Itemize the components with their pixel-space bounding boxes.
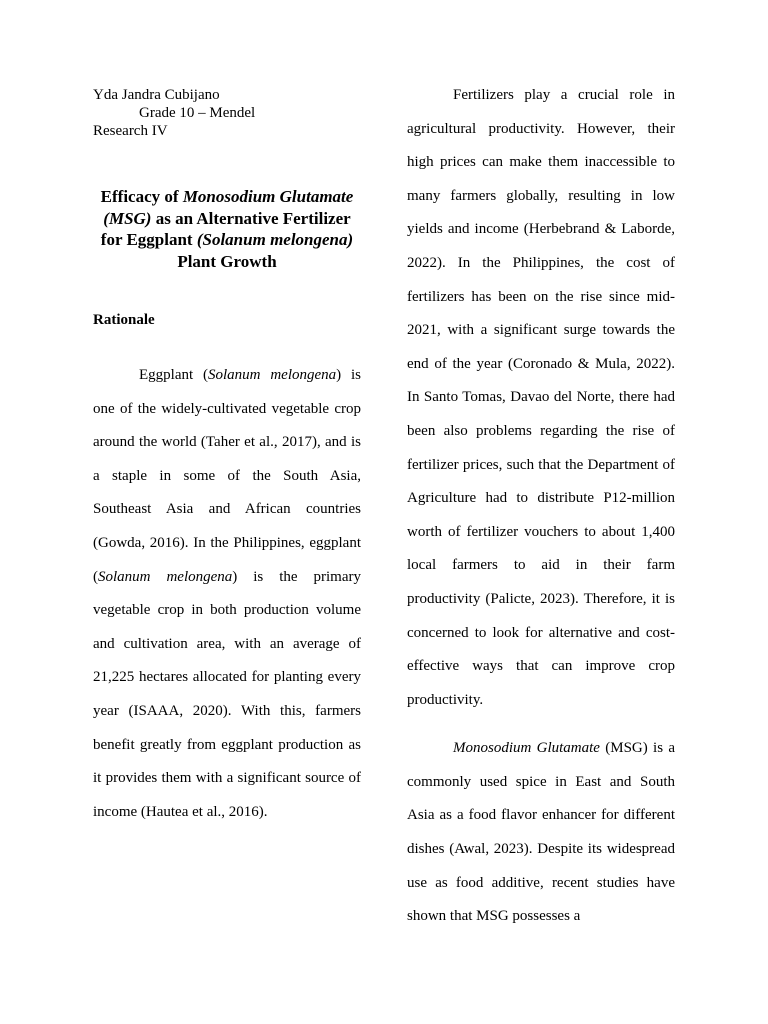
para1-species-2: Solanum melongena	[98, 568, 233, 585]
title-part-1: Efficacy of	[100, 187, 183, 206]
paper-title	[93, 186, 361, 272]
left-column	[93, 86, 361, 829]
title-part-5: Plant Growth	[177, 251, 277, 271]
author-name: Yda Jandra Cubijano	[93, 87, 220, 103]
grade-section: Grade 10 – Mendel	[139, 105, 256, 121]
right-column	[407, 86, 675, 941]
para1-text-1: Eggplant (	[139, 367, 208, 383]
title-species-italic: (Solanum melongena)	[196, 230, 354, 249]
course-name: Research IV	[93, 123, 168, 139]
para3-text: (MSG) is a commonly used spice in East and South Asia as a food flavor enhancer for different dishes (Awal, 2023). Despite its widespread use as food additive, recent studies have shown that MSG possesses a	[407, 740, 675, 925]
para1-species-1: Solanum melongena	[208, 367, 337, 383]
paragraph-eggplant	[93, 359, 361, 829]
paragraph-fertilizers: Fertilizers play a crucial role in agricultural productivity. However, their high prices can make them inaccessible to many farmers globally, resulting in low yields and income (Herbebrand & Laborde, 2022). In the Philippines, the cost of fertilizers has been on the rise since mid-2021, with a significant surge towards the end of the year (Coronado & Mula, 2022). In Santo Tomas, Davao del Norte, there had been also problems regarding the rise of fertilizer prices, such that the Department of Agriculture had to distribute P12-million worth of fertilizer vouchers to about 1,400 local farmers to aid in their farm productivity (Palicte, 2023). Therefore, it is concerned to look for alternative and cost-effective ways that can improve crop productivity.	[407, 87, 675, 708]
paragraph-msg	[407, 732, 675, 934]
title-msg-italic: Monosodium Glutamate (MSG)	[103, 187, 354, 228]
para1-text-2: ) is one of the widely-cultivated vegetable crop around the world (Taher et al., 2017), and is a staple in some of the South Asia, Southeast Asia and African countries (Gowda, 2016). In the Philippines, eggplant (	[93, 367, 361, 585]
title-part-3: as an Alternative Fertilizer for Eggplant	[100, 208, 351, 249]
para3-msg-italic: Monosodium Glutamate	[453, 740, 600, 757]
para1-text-3: ) is the primary vegetable crop in both production volume and cultivation area, with an average of 21,225 hectares allocated for planting every year (ISAAA, 2020). With this, farmers benefit greatly from eggplant production as it provides them with a significant source of income (Hautea et al., 2016).	[93, 568, 361, 820]
section-heading-rationale: Rationale	[93, 312, 155, 328]
